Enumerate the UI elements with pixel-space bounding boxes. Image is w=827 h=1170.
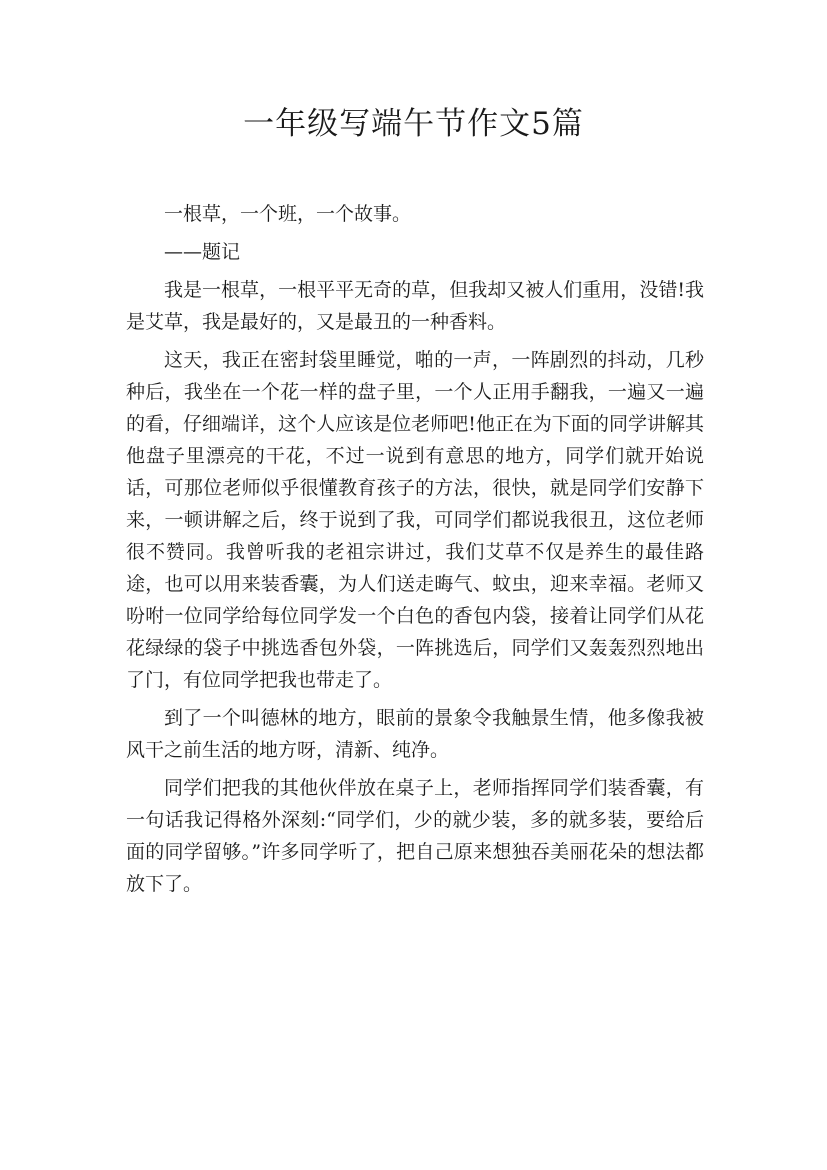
document-title: 一年级写端午节作文5篇	[243, 106, 584, 142]
paragraph: 我是一根草，一根平平无奇的草，但我却又被人们重用，没错!我是艾草，我是最好的，又是最丑的一种香料。	[126, 279, 704, 333]
paragraph: 到了一个叫德林的地方，眼前的景象令我触景生情，他多像我被风干之前生活的地方呀，清新、纯净。	[126, 707, 704, 761]
paragraph: ——题记	[164, 241, 241, 263]
paragraph: 同学们把我的其他伙伴放在桌子上，老师指挥同学们装香囊，有一句话我记得格外深刻:“同学们，少的就少装，多的就多装，要给后面的同学留够。”许多同学听了，把自己原来想独吞美丽花朵的想法都放下了。	[126, 777, 704, 895]
paragraph: 这天，我正在密封袋里睡觉，啪的一声，一阵剧烈的抖动，几秒种后，我坐在一个花一样的盘子里，一个人正用手翻我，一遍又一遍的看，仔细端详，这个人应该是位老师吧!他正在为下面的同学讲解其他盘子里漂亮的干花，不过一说到有意思的地方，同学们就开始说话，可那位老师似乎很懂教育孩子的方法，很快，就是同学们安静下来，一顿讲解之后，终于说到了我，可同学们都说我很丑，这位老师很不赞同。我曾听我的老祖宗讲过，我们艾草不仅是养生的最佳路途，也可以用来装香囊，为人们送走晦气、蚊虫，迎来幸福。老师又吩咐一位同学给每位同学发一个白色的香包内袋，接着让同学们从花花绿绿的袋子中挑选香包外袋，一阵挑选后，同学们又轰轰烈烈地出了门，有位同学把我也带走了。	[126, 349, 704, 691]
document-body	[126, 198, 704, 906]
paragraph: 一根草，一个班，一个故事。	[164, 203, 412, 225]
